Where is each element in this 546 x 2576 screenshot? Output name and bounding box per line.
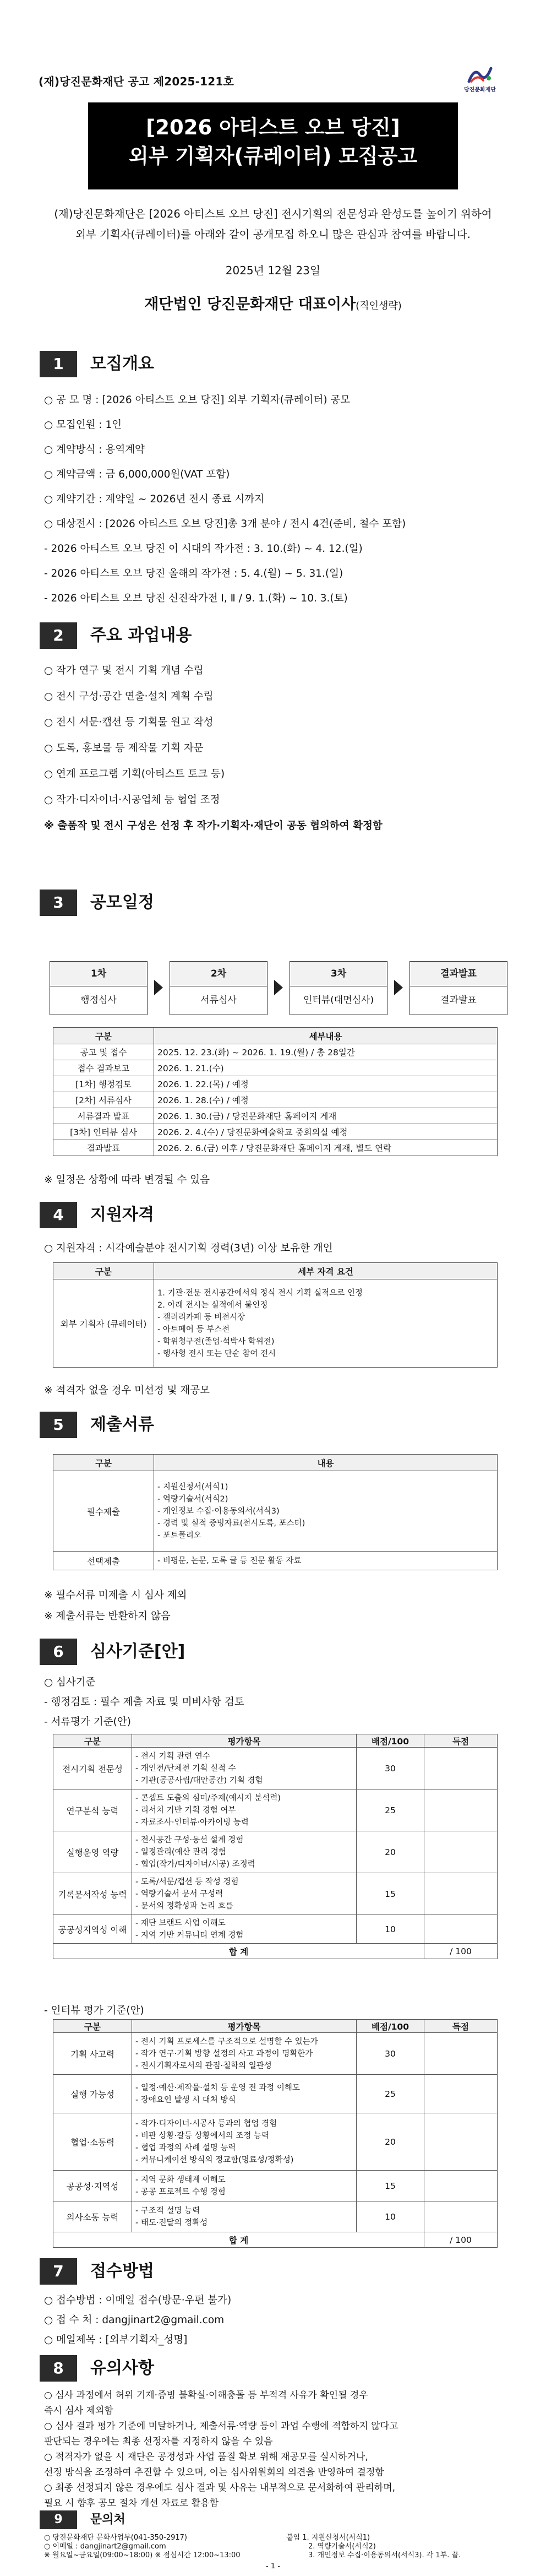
section-number: 8 bbox=[40, 2355, 77, 2382]
org-name: 재단법인 당진문화재단 대표이사 bbox=[144, 296, 356, 313]
section-8-header bbox=[40, 2355, 507, 2382]
eval-item: - 지역 문화 생태계 이해도 bbox=[135, 2175, 226, 2184]
interview-title: - 인터뷰 평가 기준(안) bbox=[44, 2005, 144, 2016]
table-cell: 20 bbox=[357, 2113, 424, 2171]
document-evaluation-table bbox=[53, 1734, 498, 1959]
table-cell: [2차] 서류심사 bbox=[53, 1092, 154, 1108]
eval-item: - 태도·전달의 정확성 bbox=[135, 2218, 208, 2227]
table-row bbox=[53, 2201, 498, 2232]
flow-step-title: 1차 bbox=[50, 962, 147, 986]
flow-arrow-icon bbox=[274, 980, 283, 995]
table-cell: [3차] 인터뷰 심사 bbox=[53, 1124, 154, 1140]
table-cell: 공공성·지역성 bbox=[53, 2171, 132, 2201]
table-cell: 결과발표 bbox=[53, 1140, 154, 1156]
table-cell: 10 bbox=[357, 1915, 424, 1944]
section-title: 유의사항 bbox=[90, 2358, 154, 2378]
table-cell: 30 bbox=[357, 2033, 424, 2075]
section-number: 6 bbox=[40, 1639, 77, 1665]
qualification-item: - 아트페어 등 부스전 bbox=[157, 1325, 230, 1334]
score-cell bbox=[424, 1831, 498, 1873]
score-cell bbox=[424, 2201, 498, 2232]
table-cell: 실행 가능성 bbox=[53, 2075, 132, 2113]
table-cell: 15 bbox=[357, 2171, 424, 2201]
eval-item: - 전시기획자로서의 관점·철학의 일관성 bbox=[135, 2061, 272, 2070]
table-cell: - 비평문, 논문, 도록 글 등 전문 활동 자료 bbox=[154, 1552, 498, 1570]
flow-step-label: 행정심사 bbox=[80, 995, 117, 1006]
flow-step-label: 인터뷰(대면심사) bbox=[303, 995, 374, 1006]
overview-line: - 2026 아티스트 오브 당진 신진작가전 Ⅰ, Ⅱ / 9. 1.(화) ~ 10. 3.(토) bbox=[44, 593, 348, 604]
eval-item: - 도록/서문/캡션 등 작성 경험 bbox=[135, 1877, 239, 1886]
table-cell: 2026. 1. 22.(목) / 예정 bbox=[154, 1076, 498, 1092]
document-item: - 경력 및 실적 증빙자료(전시도록, 포스터) bbox=[157, 1519, 305, 1528]
section-title: 심사기준[안] bbox=[90, 1642, 185, 1661]
table-header: 배점/100 bbox=[357, 2020, 424, 2033]
task-line: ○ 도록, 홍보물 등 제작물 기획 자문 bbox=[44, 742, 204, 754]
table-cell: 의사소통 능력 bbox=[53, 2201, 132, 2232]
eval-item: - 작가·디자이너·시공사 등과의 협업 경험 bbox=[135, 2119, 277, 2128]
attachment-line: 3. 개인정보 수집·이용동의서(서식3). 각 1부. 끝. bbox=[308, 2551, 461, 2559]
table-cell: 연구분석 능력 bbox=[53, 1789, 132, 1831]
table-header: 평가항목 bbox=[132, 1734, 357, 1748]
table-row bbox=[53, 1915, 498, 1944]
overview-line: ○ 모집인원 : 1인 bbox=[44, 419, 122, 431]
overview-line: ○ 계약기간 : 계약일 ~ 2026년 전시 종료 시까지 bbox=[44, 493, 265, 505]
eval-item: - 기관(공공사립/대안공간) 기획 경험 bbox=[135, 1776, 263, 1785]
section-5-header bbox=[40, 1412, 507, 1438]
table-row bbox=[53, 1789, 498, 1831]
section-number: 2 bbox=[40, 622, 77, 649]
table-header: 배점/100 bbox=[357, 1734, 424, 1748]
submission-email[interactable]: ○ 접 수 처 : dangjinart2@gmail.com bbox=[44, 2314, 225, 2326]
table-cell: 20 bbox=[357, 1831, 424, 1873]
section-1-header bbox=[40, 351, 507, 377]
table-cell: 기록문서작성 능력 bbox=[53, 1873, 132, 1915]
title-line2: 외부 기획자(큐레이터) 모집공고 bbox=[128, 144, 418, 168]
section-number: 1 bbox=[40, 351, 77, 377]
intro-line2: 외부 기획자(큐레이터)를 아래와 같이 공개모집 하오니 많은 관심과 참여를 바랍니다. bbox=[75, 228, 471, 241]
table-cell: 공공성지역성 이해 bbox=[53, 1915, 132, 1944]
section-number: 7 bbox=[40, 2258, 77, 2285]
documents-table bbox=[53, 1454, 498, 1570]
qualification-note: ※ 적격자 없을 경우 미선정 및 재공모 bbox=[44, 1385, 210, 1396]
eval-item: - 일정관리(예산 관리 경험 bbox=[135, 1847, 226, 1857]
eval-item: - 재단 브랜드 사업 이해도 bbox=[135, 1918, 226, 1928]
logo-mark-icon bbox=[467, 65, 493, 84]
eval-item: - 리서치 기반 기획 경험 여부 bbox=[135, 1805, 236, 1815]
table-header: 구분 bbox=[53, 1455, 154, 1471]
table-header: 세부 자격 요건 bbox=[154, 1263, 498, 1279]
caution-line: 필요 시 향후 공모 절차 개선 자료로 활용함 bbox=[44, 2498, 219, 2509]
overview-line: ○ 계약방식 : 용역계약 bbox=[44, 444, 145, 455]
organization-signature bbox=[0, 292, 546, 313]
total-value: / 100 bbox=[424, 2232, 498, 2248]
table-cell: 협업·소통력 bbox=[53, 2113, 132, 2171]
section-3-header bbox=[40, 890, 507, 916]
score-cell bbox=[424, 1789, 498, 1831]
table-row bbox=[53, 1124, 498, 1140]
caution-line: 즉시 심사 제외함 bbox=[44, 2405, 113, 2416]
contact-email[interactable]: ○ 이메일 : dangjinart2@gmail.com bbox=[44, 2542, 166, 2551]
eval-item: - 콘셉트 도출의 심미/주제(예시지 분석력) bbox=[135, 1793, 281, 1803]
section-number: 3 bbox=[40, 890, 77, 916]
table-row bbox=[53, 1060, 498, 1076]
section-6-header bbox=[40, 1639, 507, 1665]
title-line1: [2026 아티스트 오브 당진] bbox=[146, 116, 400, 139]
task-note: ※ 출품작 및 전시 구성은 선정 후 작가·기획자·재단이 공동 협의하여 확정함 bbox=[44, 820, 383, 832]
criteria-line: - 행정검토 : 필수 제출 자료 및 미비사항 검토 bbox=[44, 1696, 244, 1708]
notice-date: 2025년 12월 23일 bbox=[225, 264, 321, 277]
interview-evaluation-table bbox=[53, 2019, 498, 2248]
total-value: / 100 bbox=[424, 1944, 498, 1959]
score-cell bbox=[424, 2075, 498, 2113]
section-9-header bbox=[40, 2510, 507, 2529]
page-number: - 1 - bbox=[266, 2562, 280, 2570]
qualification-item: 2. 아래 전시는 실적에서 불인정 bbox=[157, 1300, 268, 1310]
table-cell: 2025. 12. 23.(화) ~ 2026. 1. 19.(월) / 총 28일간 bbox=[154, 1044, 498, 1060]
task-line: ○ 전시 서문·캡션 등 기획물 원고 작성 bbox=[44, 717, 214, 728]
table-header: 득점 bbox=[424, 2020, 498, 2033]
table-cell: 실행운영 역량 bbox=[53, 1831, 132, 1873]
table-row bbox=[53, 1748, 498, 1789]
attachment-line: 붙임 1. 지원신청서(서식1) bbox=[286, 2534, 370, 2542]
overview-line: - 2026 아티스트 오브 당진 올해의 작가전 : 5. 4.(월) ~ 5. 31.(일) bbox=[44, 568, 343, 579]
intro-text bbox=[48, 204, 498, 245]
flow-arrow-icon bbox=[394, 980, 403, 995]
notice-number: (재)당진문화재단 공고 제2025-121호 bbox=[39, 75, 234, 88]
table-header: 내용 bbox=[154, 1455, 498, 1471]
eval-item: - 문서의 정확성과 논리 흐름 bbox=[135, 1901, 233, 1911]
section-title: 모집개요 bbox=[90, 354, 154, 373]
table-header: 세부내용 bbox=[154, 1028, 498, 1044]
table-row bbox=[53, 1831, 498, 1873]
table-header: 구분 bbox=[53, 1734, 132, 1748]
table-header: 득점 bbox=[424, 1734, 498, 1748]
table-row bbox=[53, 1140, 498, 1156]
section-title: 지원자격 bbox=[90, 1205, 154, 1224]
foundation-logo bbox=[454, 65, 506, 98]
qualification-table bbox=[53, 1262, 498, 1368]
eval-item: - 협업 과정의 사례 설명 능력 bbox=[135, 2143, 236, 2152]
table-cell: 25 bbox=[357, 1789, 424, 1831]
table-cell: 2026. 1. 28.(수) / 예정 bbox=[154, 1092, 498, 1108]
table-cell: 30 bbox=[357, 1748, 424, 1789]
submission-line: ○ 메일제목 : [외부기획자_성명] bbox=[44, 2334, 188, 2346]
section-title: 문의처 bbox=[90, 2513, 125, 2526]
task-line: ○ 연계 프로그램 기획(아티스트 토크 등) bbox=[44, 768, 225, 780]
eval-item: - 자료조사·인터뷰·아카이빙 능력 bbox=[135, 1818, 249, 1827]
eval-item: - 지역 기반 커뮤니티 연계 경험 bbox=[135, 1930, 244, 1940]
table-cell: 10 bbox=[357, 2201, 424, 2232]
total-label: 합 계 bbox=[53, 2232, 424, 2248]
qualification-items bbox=[154, 1279, 498, 1368]
flow-step-title: 2차 bbox=[170, 962, 267, 986]
section-title: 접수방법 bbox=[90, 2262, 154, 2281]
table-row bbox=[53, 1108, 498, 1124]
document-item: - 지원신청서(서식1) bbox=[157, 1482, 228, 1492]
section-title: 제출서류 bbox=[90, 1415, 154, 1434]
table-cell: 2026. 1. 30.(금) / 당진문화재단 홈페이지 게재 bbox=[154, 1108, 498, 1124]
caution-line: ○ 최종 선정되지 않은 경우에도 심사 결과 및 사유는 내부적으로 문서화하여 관리하며, bbox=[44, 2482, 396, 2493]
total-label: 합 계 bbox=[53, 1944, 424, 1959]
eval-item: - 비판 상황·갈등 상황에서의 조정 능력 bbox=[135, 2131, 269, 2140]
total-row bbox=[53, 2232, 498, 2248]
overview-line: ○ 계약금액 : 금 6,000,000원(VAT 포함) bbox=[44, 469, 230, 480]
document-item: - 포트폴리오 bbox=[157, 1531, 201, 1540]
caution-line: ○ 심사 과정에서 허위 기재·증빙 불확실·이해충돌 등 부적격 사유가 확인될 경우 bbox=[44, 2390, 368, 2401]
table-header: 평가항목 bbox=[132, 2020, 357, 2033]
intro-line1: (재)당진문화재단은 [2026 아티스트 오브 당진] 전시기획의 전문성과 완성도를 높이기 위하여 bbox=[54, 208, 492, 220]
table-cell: 필수제출 bbox=[53, 1471, 154, 1552]
attachment-line: 2. 역량기술서(서식2) bbox=[308, 2542, 376, 2551]
table-row bbox=[53, 2171, 498, 2201]
table-header: 구분 bbox=[53, 1028, 154, 1044]
eval-item: - 구조적 설명 능력 bbox=[135, 2206, 200, 2215]
schedule-table bbox=[53, 1027, 498, 1156]
table-cell: 2026. 2. 6.(금) 이후 / 당진문화재단 홈페이지 게재, 별도 연락 bbox=[154, 1140, 498, 1156]
table-row bbox=[53, 1092, 498, 1108]
score-cell bbox=[424, 1873, 498, 1915]
eval-item: - 일정·예산·제작물·설치 등 운영 전 과정 이해도 bbox=[135, 2083, 300, 2092]
table-header: 구분 bbox=[53, 1263, 154, 1279]
eval-item: - 협업(작가/디자이너/시공) 조정력 bbox=[135, 1859, 255, 1869]
table-cell: 2026. 2. 4.(수) / 당진문화예술학교 중회의실 예정 bbox=[154, 1124, 498, 1140]
score-cell bbox=[424, 2171, 498, 2201]
flow-step-3 bbox=[290, 961, 387, 1015]
score-cell bbox=[424, 2113, 498, 2171]
table-row bbox=[53, 2113, 498, 2171]
score-cell bbox=[424, 1748, 498, 1789]
qualification-item: - 행사형 전시 또는 단순 참여 전시 bbox=[157, 1349, 276, 1358]
qualification-item: - 학위청구전(졸업·석박사 학위전) bbox=[157, 1337, 275, 1346]
table-cell: 외부 기획자 (큐레이터) bbox=[53, 1279, 154, 1368]
table-cell: 전시기획 전문성 bbox=[53, 1748, 132, 1789]
qualification-item: - 갤러리카페 등 비전시장 bbox=[157, 1313, 245, 1322]
flow-step-2 bbox=[170, 961, 267, 1015]
contact-line: ○ 당진문화재단 문화사업부(041-350-2917) bbox=[44, 2534, 187, 2542]
header bbox=[39, 65, 506, 99]
schedule-flow bbox=[50, 961, 506, 1016]
table-row bbox=[53, 2033, 498, 2075]
flow-step-4 bbox=[410, 961, 507, 1015]
table-cell: 선택제출 bbox=[53, 1552, 154, 1570]
eval-item: - 커뮤니케이션 방식의 정교함(명료성/정확성) bbox=[135, 2155, 294, 2165]
section-title: 주요 과업내용 bbox=[90, 626, 192, 645]
caution-line: 판단되는 경우에는 최종 선정자를 지정하지 않을 수 있음 bbox=[44, 2436, 273, 2447]
table-row bbox=[53, 1044, 498, 1060]
seal-omitted: (직인생략) bbox=[356, 300, 402, 312]
table-row bbox=[53, 1552, 498, 1570]
overview-line: ○ 대상전시 : [2026 아티스트 오브 당진]총 3개 분야 / 전시 4건(준비, 철수 포함) bbox=[44, 518, 406, 530]
caution-line: 선정 방식을 조정하여 추진할 수 있으며, 이는 심사위원회의 의견을 반영하여 결정함 bbox=[44, 2467, 384, 2478]
task-line: ○ 작가·디자이너·시공업체 등 협업 조정 bbox=[44, 794, 220, 806]
eval-item: - 역량기술서 문서 구성력 bbox=[135, 1889, 223, 1899]
section-4-header bbox=[40, 1202, 507, 1228]
flow-arrow-icon bbox=[154, 980, 163, 995]
eval-item: - 장애요인 발생 시 대처 방식 bbox=[135, 2095, 236, 2105]
caution-line: ○ 심사 결과 평가 기준에 미달하거나, 제출서류·역량 등이 과업 수행에 적합하지 않다고 bbox=[44, 2421, 398, 2432]
eval-item: - 전시 기획 관련 연수 bbox=[135, 1751, 210, 1761]
logo-text: 당진문화재단 bbox=[464, 87, 496, 93]
contact-hours: ※ 월요일~금요일(09:00~18:00) ※ 점심시간 12:00~13:00 bbox=[44, 2551, 241, 2559]
table-header: 구분 bbox=[53, 2020, 132, 2033]
table-row bbox=[53, 2075, 498, 2113]
overview-line: - 2026 아티스트 오브 당진 이 시대의 작가전 : 3. 10.(화) ~ 4. 12.(일) bbox=[44, 543, 363, 555]
total-row bbox=[53, 1944, 498, 1959]
task-line: ○ 작가 연구 및 전시 기획 개념 수립 bbox=[44, 665, 204, 676]
caution-line: ○ 적격자가 없을 시 재단은 공정성과 사업 품질 확보 위해 재공모를 실시하거나, bbox=[44, 2452, 368, 2463]
score-cell bbox=[424, 1915, 498, 1944]
eval-item: - 개인전/단체전 기획 실적 수 bbox=[135, 1764, 236, 1773]
submission-line: ○ 접수방법 : 이메일 접수(방문·우편 불가) bbox=[44, 2295, 232, 2306]
flow-step-label: 서류심사 bbox=[200, 995, 237, 1006]
flow-step-title: 3차 bbox=[290, 962, 387, 986]
section-number: 5 bbox=[40, 1412, 77, 1438]
eval-item: - 작가 연구·기획 방향 설정의 사고 과정이 명확한가 bbox=[135, 2049, 313, 2058]
flow-step-title: 결과발표 bbox=[410, 962, 507, 986]
eval-item: - 전시 기획 프로세스를 구조적으로 설명할 수 있는가 bbox=[135, 2037, 318, 2046]
qualification-item: 1. 기관·전문 전시공간에서의 정식 전시 기획 실적으로 인정 bbox=[157, 1288, 363, 1298]
table-cell: 접수 결과보고 bbox=[53, 1060, 154, 1076]
section-number: 4 bbox=[40, 1202, 77, 1228]
document-item: - 개인정보 수집·이용동의서(서식3) bbox=[157, 1506, 280, 1516]
table-cell: 25 bbox=[357, 2075, 424, 2113]
criteria-line: ○ 심사기준 bbox=[44, 1677, 96, 1688]
document-item: - 역량기술서(서식2) bbox=[157, 1494, 228, 1504]
overview-line: ○ 공 모 명 : [2026 아티스트 오브 당진] 외부 기획자(큐레이터) 공모 bbox=[44, 394, 351, 406]
qualification-line: ○ 지원자격 : 시각예술분야 전시기획 경력(3년) 이상 보유한 개인 bbox=[44, 1243, 333, 1254]
title-banner bbox=[88, 102, 458, 189]
section-number: 9 bbox=[40, 2510, 77, 2529]
task-line: ○ 전시 구성·공간 연출·설치 계획 수립 bbox=[44, 691, 214, 702]
table-cell: 15 bbox=[357, 1873, 424, 1915]
flow-step-label: 결과발표 bbox=[440, 995, 477, 1006]
documents-note: ※ 제출서류는 반환하지 않음 bbox=[44, 1610, 171, 1622]
table-cell: 기획 사고력 bbox=[53, 2033, 132, 2075]
table-row bbox=[53, 1076, 498, 1092]
section-7-header bbox=[40, 2258, 507, 2285]
section-2-header bbox=[40, 622, 507, 649]
documents-note: ※ 필수서류 미제출 시 심사 제외 bbox=[44, 1590, 187, 1601]
schedule-note: ※ 일정은 상황에 따라 변경될 수 있음 bbox=[44, 1174, 210, 1186]
eval-item: - 전시공간 구성·동선 설계 경험 bbox=[135, 1835, 244, 1845]
flow-step-1 bbox=[50, 961, 148, 1015]
table-row bbox=[53, 1279, 498, 1368]
criteria-line: - 서류평가 기준(안) bbox=[44, 1716, 131, 1728]
score-cell bbox=[424, 2033, 498, 2075]
table-row bbox=[53, 1873, 498, 1915]
table-cell: [1차] 행정검토 bbox=[53, 1076, 154, 1092]
table-cell: 2026. 1. 21.(수) bbox=[154, 1060, 498, 1076]
eval-item: - 공공 프로젝트 수행 경험 bbox=[135, 2187, 226, 2197]
section-title: 공모일정 bbox=[90, 893, 154, 912]
required-documents bbox=[154, 1471, 498, 1552]
table-row bbox=[53, 1471, 498, 1552]
table-cell: 공고 및 접수 bbox=[53, 1044, 154, 1060]
table-cell: 서류결과 발표 bbox=[53, 1108, 154, 1124]
